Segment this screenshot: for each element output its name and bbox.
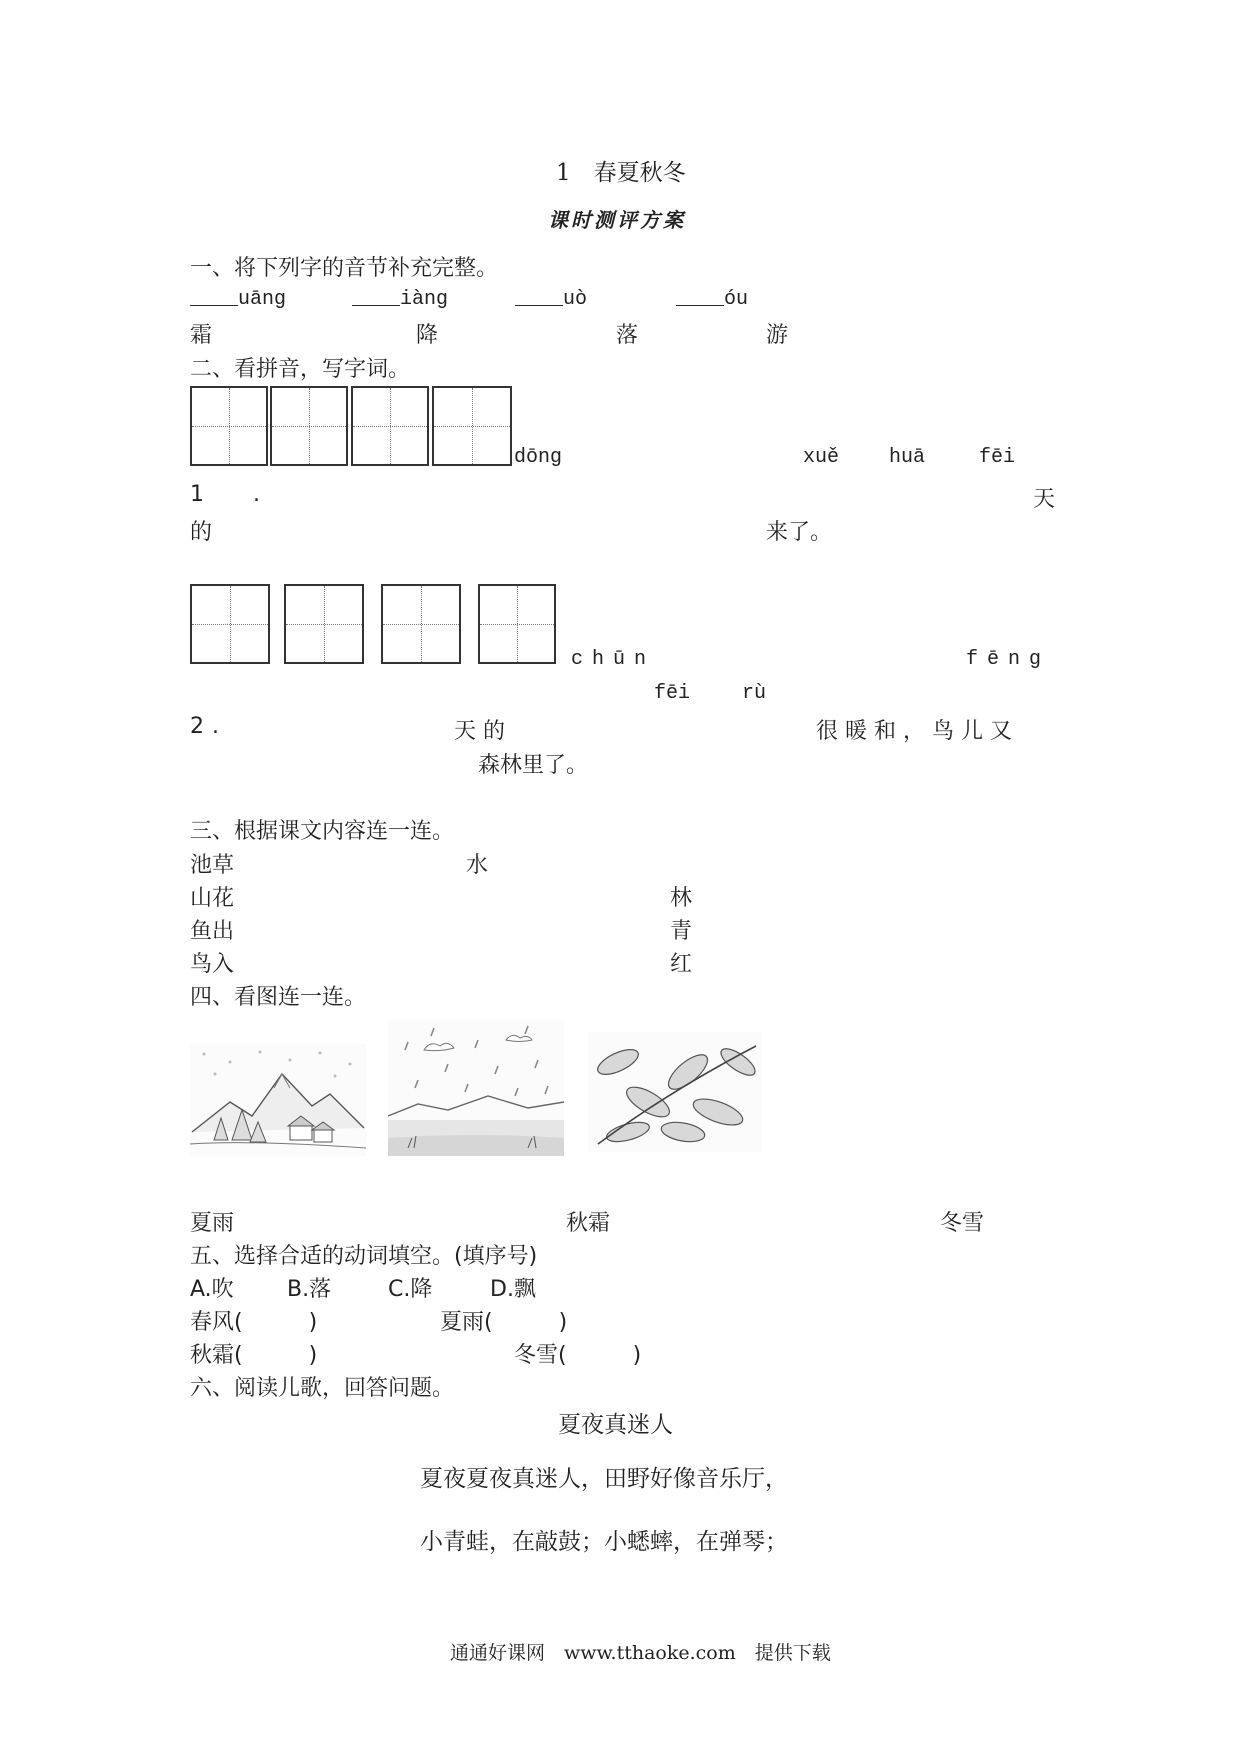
q3-right-1[interactable]: 水 — [466, 853, 489, 878]
poem-title: 夏夜真迷人 — [558, 1412, 673, 1438]
q1-heading: 一、将下列字的音节补充完整。 — [190, 256, 499, 281]
writing-box[interactable] — [190, 386, 268, 466]
q5-blank-2[interactable]: 夏雨( ) — [440, 1310, 568, 1335]
q2-s2-text-b: 很 暖 和 ， 鸟 儿 又 — [816, 719, 1012, 744]
snow-scene-image[interactable] — [190, 1044, 366, 1156]
leaves-scene-image[interactable] — [588, 1032, 762, 1152]
q1-pinyin-4: ____óu — [676, 288, 749, 311]
q2-s1-text-a: 天 — [1033, 487, 1056, 512]
q2-s2-text-a: 天 的 — [454, 719, 505, 744]
q2-s1-pinyin-1: dōng — [514, 446, 563, 469]
q5-heading: 五、选择合适的动词填空。(填序号) — [190, 1244, 538, 1269]
q2-s2-pinyin-3: fēi — [654, 682, 691, 705]
q1-char-1: 霜 — [190, 323, 213, 348]
page-title: 1 春夏秋冬 — [556, 160, 686, 186]
q2-heading: 二、看拼音，写字词。 — [190, 357, 411, 382]
writing-box[interactable] — [284, 584, 364, 664]
page-subtitle: 课时测评方案 — [548, 208, 686, 232]
q2-s2-text-c: 森林里了。 — [478, 753, 589, 778]
q6-heading: 六、阅读儿歌，回答问题。 — [190, 1376, 455, 1401]
q2-s1-text-b: 的 — [190, 520, 213, 545]
q5-blank-3[interactable]: 秋霜( ) — [190, 1343, 318, 1368]
writing-box[interactable] — [270, 386, 348, 466]
q1-pinyin-1: ____uāng — [190, 288, 287, 311]
writing-box[interactable] — [190, 584, 270, 664]
q3-left-3[interactable]: 鱼出 — [190, 919, 235, 944]
writing-box[interactable] — [478, 584, 556, 664]
q2-s1-pinyin-3: huā — [889, 446, 926, 469]
q5-blank-1[interactable]: 春风( ) — [190, 1310, 318, 1335]
q4-heading: 四、看图连一连。 — [190, 985, 367, 1010]
poem-line-1: 夏夜夏夜真迷人，田野好像音乐厅， — [420, 1466, 788, 1492]
q1-char-3: 落 — [616, 323, 639, 348]
q3-right-4[interactable]: 红 — [670, 952, 693, 977]
q2-s1-pinyin-4: fēi — [979, 446, 1016, 469]
q2-s1-dot: . — [253, 482, 260, 507]
q3-right-3[interactable]: 青 — [670, 919, 693, 944]
q2-s1-number: 1 — [190, 482, 204, 507]
q2-s2-pinyin-1: chūn — [571, 648, 656, 671]
poem-line-2: 小青蛙，在敲鼓；小蟋蟀，在弹琴； — [420, 1529, 788, 1555]
q2-s1-text-c: 来了。 — [766, 520, 833, 545]
q5-option-a: A.吹 — [190, 1277, 234, 1302]
q5-blank-4[interactable]: 冬雪( ) — [514, 1343, 642, 1368]
q1-char-4: 游 — [766, 323, 789, 348]
writing-box[interactable] — [432, 386, 512, 466]
writing-box[interactable] — [351, 386, 429, 466]
rain-scene-image[interactable] — [388, 1020, 564, 1156]
q3-heading: 三、根据课文内容连一连。 — [190, 819, 455, 844]
q3-left-1[interactable]: 池草 — [190, 853, 235, 878]
q4-label-2[interactable]: 秋霜 — [566, 1211, 611, 1236]
q1-char-2: 降 — [416, 323, 439, 348]
q2-s1-pinyin-2: xuě — [803, 446, 840, 469]
q2-s2-pinyin-2: fēng — [966, 648, 1051, 671]
q1-pinyin-3: ____uò — [515, 288, 588, 311]
q5-option-b: B.落 — [287, 1277, 332, 1302]
q4-label-1[interactable]: 夏雨 — [190, 1211, 235, 1236]
q5-option-c: C.降 — [388, 1277, 433, 1302]
q2-s2-number: 2. — [190, 714, 227, 739]
q3-left-2[interactable]: 山花 — [190, 886, 235, 911]
q3-left-4[interactable]: 鸟入 — [190, 952, 235, 977]
q1-pinyin-2: ____iàng — [352, 288, 449, 311]
page-footer: 通通好课网 www.tthaoke.com 提供下载 — [450, 1642, 831, 1664]
q4-label-3[interactable]: 冬雪 — [940, 1211, 985, 1236]
q3-right-2[interactable]: 林 — [670, 886, 693, 911]
writing-box[interactable] — [381, 584, 461, 664]
q5-option-d: D.飘 — [490, 1277, 536, 1302]
q2-s2-pinyin-4: rù — [742, 682, 767, 705]
